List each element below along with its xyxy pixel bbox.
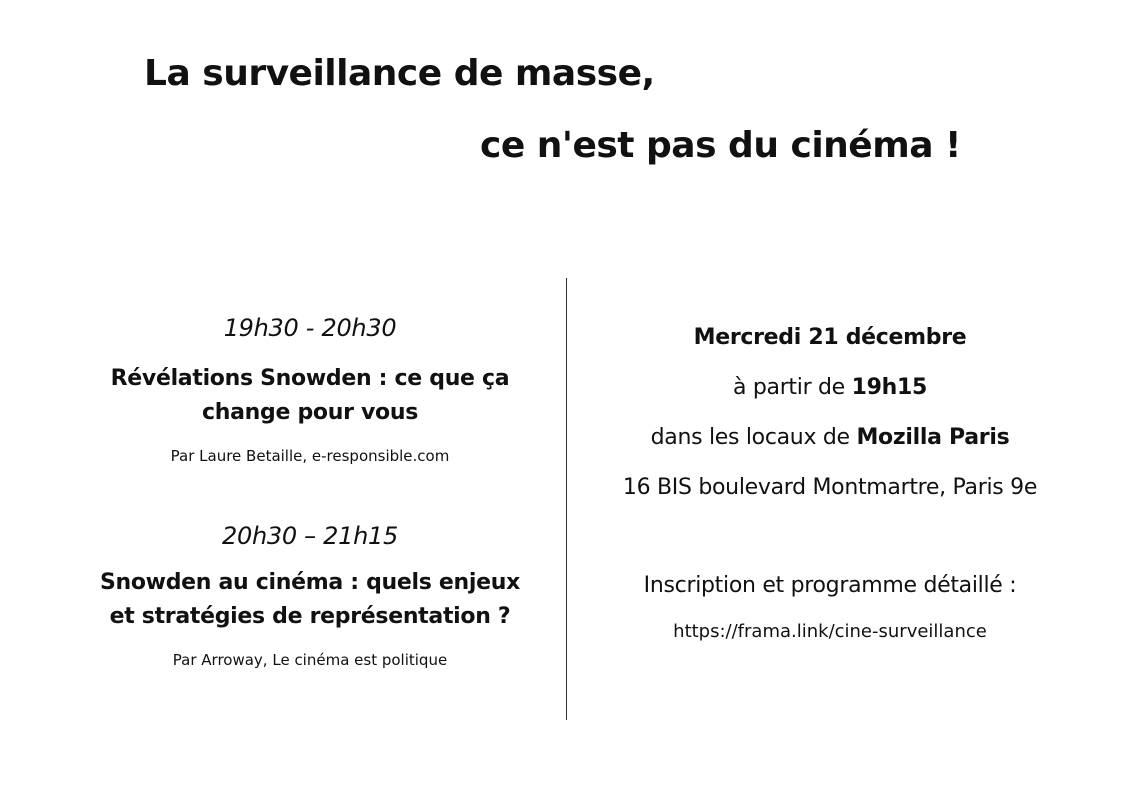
event-address: 16 BIS boulevard Montmartre, Paris 9e — [622, 475, 1038, 500]
talk-2-speaker: Par Arroway, Le cinéma est politique — [172, 651, 448, 669]
page-title-line-1: La surveillance de masse, — [144, 53, 655, 94]
talk-2-title-line-1: Snowden au cinéma : quels enjeux — [99, 570, 521, 595]
event-start — [570, 374, 1090, 402]
event-date-text: Mercredi 21 décembre — [693, 325, 967, 350]
event-date — [570, 324, 1090, 352]
talk-2-title-line-2: et stratégies de représentation ? — [109, 604, 511, 629]
event-venue-name: Mozilla Paris — [856, 425, 1010, 450]
event-venue — [570, 424, 1090, 452]
talk-1-time: 19h30 - 20h30 — [223, 314, 397, 342]
registration-label: Inscription et programme détaillé : — [643, 573, 1017, 598]
page-title-line-2: ce n'est pas du cinéma ! — [480, 125, 961, 166]
talk-1-title-line-2: change pour vous — [202, 400, 418, 425]
event-venue-prefix: dans les locaux de — [650, 425, 857, 450]
talk-1-title-line-1: Révélations Snowden : ce que ça — [110, 366, 510, 391]
talk-2-time: 20h30 – 21h15 — [222, 522, 398, 550]
event-start-time: 19h15 — [851, 375, 928, 400]
talk-1-speaker: Par Laure Betaille, e-responsible.com — [170, 447, 450, 465]
event-start-prefix: à partir de — [732, 375, 852, 400]
registration-link[interactable]: https://frama.link/cine-surveillance — [673, 621, 987, 642]
